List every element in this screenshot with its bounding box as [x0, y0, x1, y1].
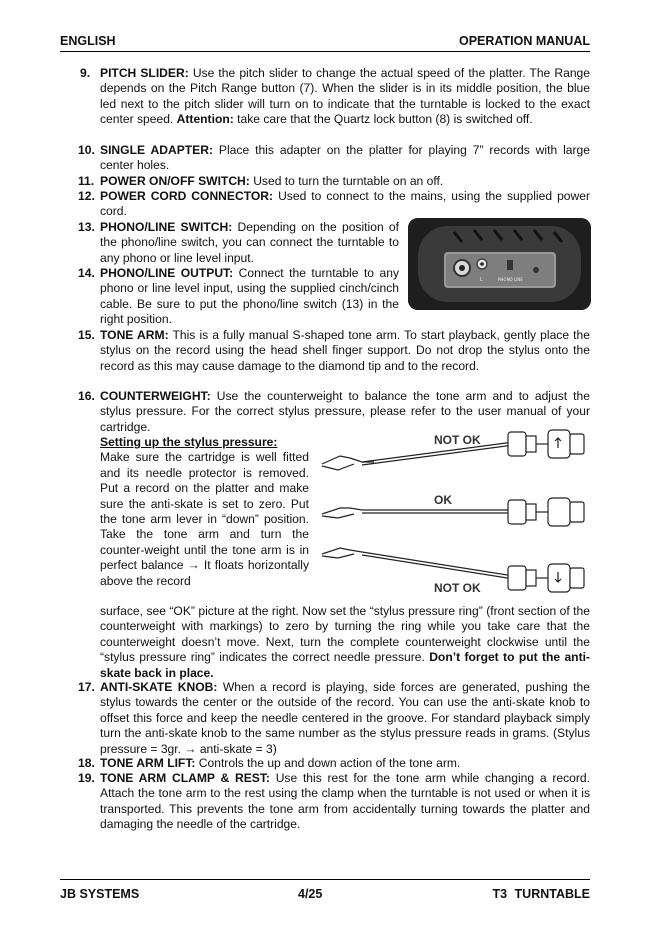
item-number: 16. [78, 389, 95, 403]
item-tone-arm [78, 328, 590, 374]
item-phono-line-output [78, 266, 399, 328]
item-text: Controls the up and down action of the tone arm. [195, 756, 461, 770]
label-not-ok-top: NOT OK [434, 433, 481, 447]
rear-panel-illustration [408, 218, 591, 310]
item-tone-arm-lift [78, 756, 590, 771]
item-anti-skate [78, 680, 590, 757]
item-text: When a record is playing, side forces are generated, pushing the stylus towards the center or the outside of the record. You can use the anti-skate knob to offset this force and keep the needle centered in the groove. For standard playback simply turn the anti-skate knob to the same number as the stylus pressure reads in grams. (Stylus pressure = 3gr. → anti-skate = 3) [100, 680, 590, 756]
item-number: 13. [78, 220, 95, 234]
rear-panel-photo [408, 218, 591, 310]
item-title: POWER CORD CONNECTOR: [100, 189, 274, 203]
footer-product: T3 TURNTABLE [492, 887, 590, 901]
photo-label-l: L [480, 277, 483, 283]
item-text: Place this adapter on the platter for playing 7” records with large center holes. [100, 143, 590, 173]
item-text: take care that the Quartz lock button (8) is switched off. [233, 112, 533, 127]
photo-label-phono: PHONO [498, 277, 513, 282]
item-power-switch [78, 174, 590, 189]
page-footer [60, 879, 590, 907]
setup-heading: Setting up the stylus pressure: [100, 435, 278, 449]
item-power-cord [78, 189, 591, 220]
item-number: 18. [78, 756, 95, 770]
item-text: Use this rest for the tone arm while changing a record. Attach the tone arm to the rest using the clamp when the turntable is not used or when it is transported. This prevents the tone arm from accidentally turning towards the platter and damaging the needle of the cartridge. [100, 771, 590, 832]
item-number: 11. [78, 174, 95, 188]
photo-label-line: LINE [514, 277, 523, 282]
tone-arm-drawings [318, 428, 596, 600]
item-title: PHONO/LINE SWITCH: [100, 220, 233, 234]
item-pitch-slider [80, 66, 590, 128]
item-title: ANTI-SKATE KNOB: [100, 680, 218, 694]
stylus-setup-continued [100, 604, 590, 681]
footer-brand: JB SYSTEMS [60, 887, 140, 901]
item-title: POWER ON/OFF SWITCH: [100, 174, 250, 188]
item-number: 15. [78, 328, 95, 342]
item-text: Connect the turntable to any phono or line level input, using the supplied cinch/cinch cable. Be sure to put the phono/line switch (13) in the right position. [100, 266, 399, 327]
item-text: Use the counterweight to balance the tone arm and to adjust the stylus pressure. For the correct stylus pressure, please refer to the user manual of your cartridge. [100, 389, 590, 434]
setup-text-continued: surface, see “OK” picture at the right. Now set the “stylus pressure ring” (front section of the counterweight with markings) to zero by turning the ring while you take care that the counterweight doesn’t move. Next, turn the complete counterweight clockwise until the “stylus pressure ring” indicates the correct needle pressure. [100, 604, 590, 665]
item-title: COUNTERWEIGHT: [100, 389, 211, 403]
item-number: 10. [78, 143, 95, 157]
item-title: TONE ARM LIFT: [100, 756, 196, 770]
setup-text: Make sure the cartridge is well fitted and its needle protector is removed. Put a record on the platter and make sure the anti-skate is set to zero. Put the tone arm lever in “down” position. Take the tone arm and turn the counter-weight until the tone arm is in perfect balance → It floats horizontally above the record [100, 450, 309, 588]
item-number: 12. [78, 189, 95, 203]
attention-label: Attention: [176, 112, 234, 127]
label-not-ok-bottom: NOT OK [434, 581, 481, 595]
header-title: OPERATION MANUAL [458, 34, 590, 48]
item-title: SINGLE ADAPTER: [100, 143, 213, 157]
item-text: Used to connect to the mains, using the supplied power cord. [100, 189, 591, 219]
item-title: PHONO/LINE OUTPUT: [100, 266, 234, 280]
item-number: 9. [80, 66, 91, 80]
item-title: TONE ARM CLAMP & REST: [100, 771, 270, 785]
item-phono-line-switch [78, 220, 399, 266]
stylus-setup-block [100, 435, 309, 589]
item-single-adapter [78, 143, 590, 174]
footer-page-number: 4/25 [298, 887, 323, 901]
item-text: Used to turn the turntable on an off. [249, 174, 444, 188]
item-number: 17. [78, 680, 95, 694]
item-tone-arm-clamp [78, 771, 590, 833]
item-title: PITCH SLIDER: [100, 66, 189, 80]
label-ok: OK [434, 493, 452, 507]
page-header [60, 32, 590, 52]
item-title: TONE ARM: [100, 328, 169, 342]
tone-arm-ok [322, 498, 584, 526]
tone-arm-balance-figure [318, 428, 596, 600]
item-number: 14. [78, 266, 95, 280]
header-language: ENGLISH [60, 34, 116, 48]
item-text: Use the pitch slider to change the actual speed of the platter. The Range depends on the Pitch Range button (7). When the slider is in its middle position, the blue led next to the pitch slider will turn on to indicate that the turntable is locked to the exact center speed. [100, 66, 590, 127]
item-number: 19. [78, 771, 95, 785]
anti-skate-reminder: Don’t forget to put the anti-skate back in place. [100, 650, 590, 680]
item-text: This is a fully manual S-shaped tone arm. To start playback, gently place the stylus on the record using the head shell finger support. Do not drop the stylus onto the record as this may cause damage to the diamond tip and to the record. [100, 328, 590, 373]
item-text: Depending on the position of the phono/line switch, you can connect the turntable to any phono or line level input. [100, 220, 399, 265]
